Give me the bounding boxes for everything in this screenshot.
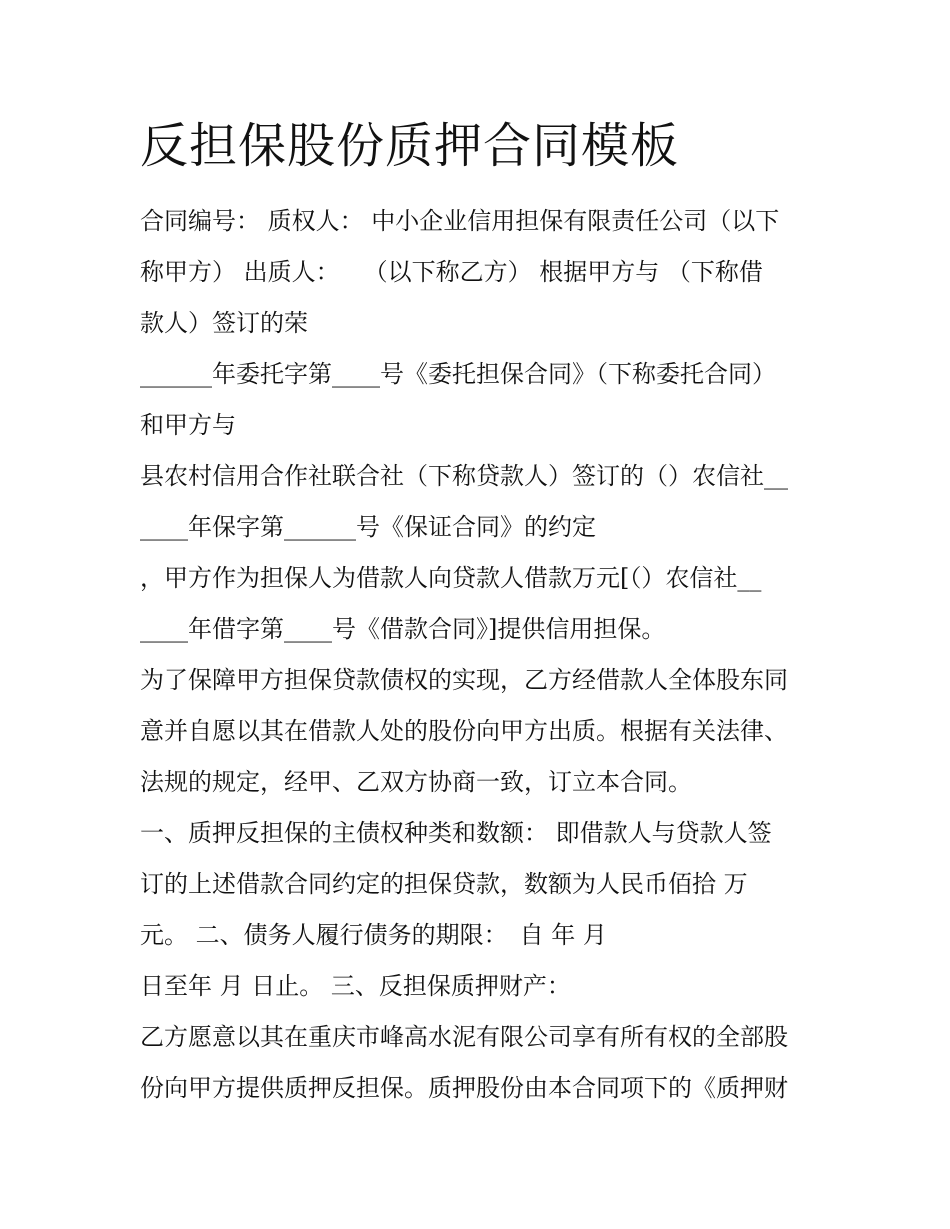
text-line: ____年借字第____号《借款合同》]提供信用担保。 [140, 615, 666, 643]
text-line: 订的上述借款合同约定的担保贷款，数额为人民币佰拾 万 [140, 870, 748, 898]
text-line: 合同编号： 质权人： 中小企业信用担保有限责任公司（以下 [140, 207, 780, 235]
text-line: ____年保字第______号《保证合同》的约定 [140, 513, 596, 541]
text-line: 日至年 月 日止。 三、反担保质押财产： [140, 972, 571, 1000]
text-line: 称甲方） 出质人： （以下称乙方） 根据甲方与 （下称借 [140, 258, 763, 286]
text-line: 份向甲方提供质押反担保。质押股份由本合同项下的《质押财 [140, 1074, 788, 1102]
text-line: 为了保障甲方担保贷款债权的实现，乙方经借款人全体股东同 [140, 666, 788, 694]
text-line: 和甲方与 [140, 411, 236, 439]
contract-body [140, 196, 830, 1114]
text-line: 法规的规定，经甲、乙双方协商一致，订立本合同。 [140, 768, 692, 796]
text-line: 款人）签订的荣 [140, 309, 308, 337]
text-line: 意并自愿以其在借款人处的股份向甲方出质。根据有关法律、 [140, 717, 788, 745]
text-line: 乙方愿意以其在重庆市峰高水泥有限公司享有所有权的全部股 [140, 1023, 788, 1051]
text-line: ，甲方作为担保人为借款人向贷款人借款万元[（）农信社__ [140, 564, 762, 592]
text-line: 一、质押反担保的主债权种类和数额： 即借款人与贷款人签 [140, 819, 772, 847]
document-title: 反担保股份质押合同模板 [140, 118, 680, 174]
text-line: 县农村信用合作社联合社（下称贷款人）签订的（）农信社__ [140, 462, 788, 490]
text-line: 元。 二、债务人履行债务的期限： 自 年 月 [140, 921, 607, 949]
text-line: ______年委托字第____号《委托担保合同》（下称委托合同） [140, 360, 776, 388]
